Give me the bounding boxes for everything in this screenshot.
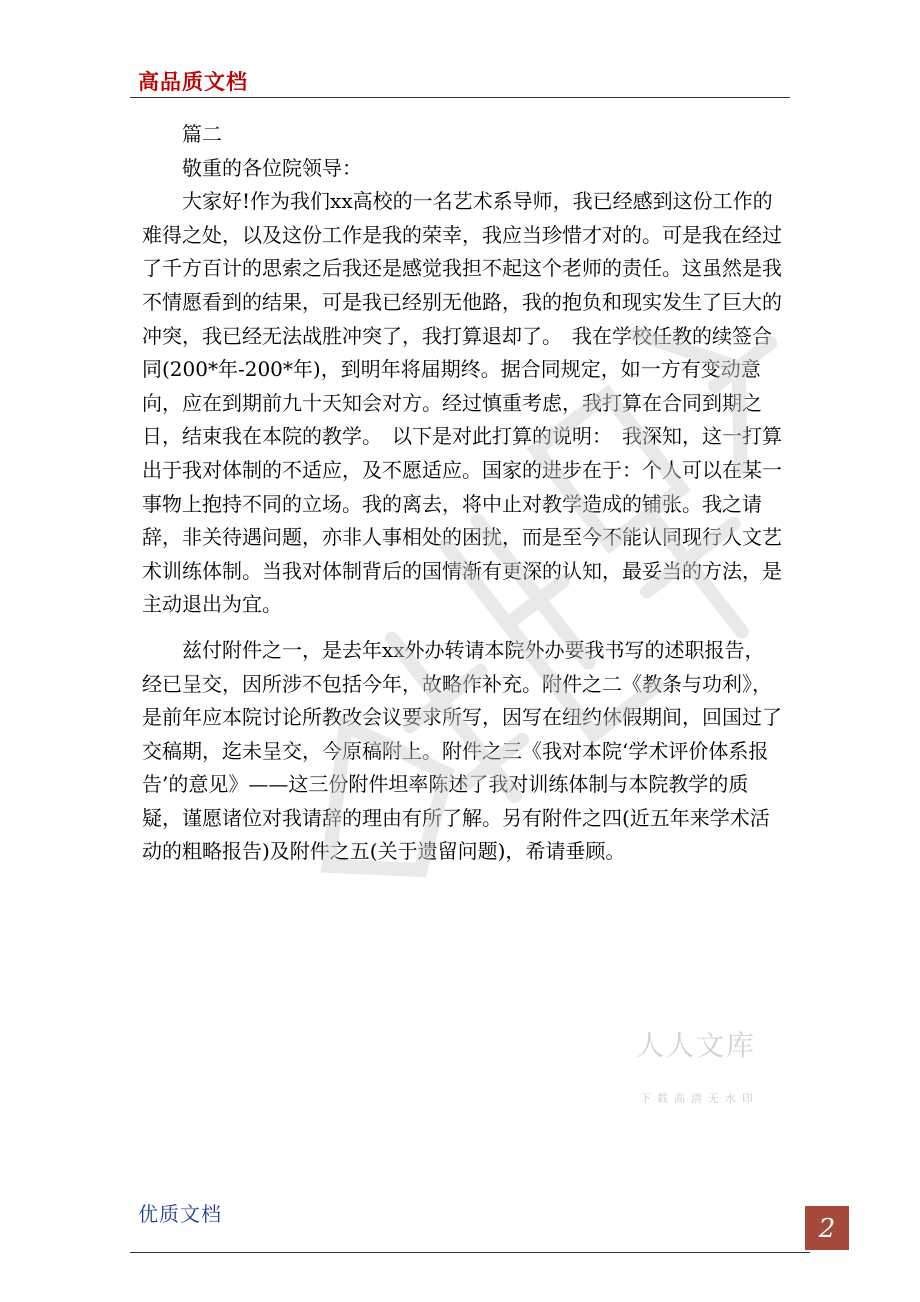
header-title: 高品质文档	[138, 70, 248, 94]
brand-watermark	[636, 1024, 776, 1104]
footer-divider	[130, 1252, 810, 1253]
footer-title: 优质文档	[138, 1202, 222, 1226]
brand-watermark-subtitle: 下载高清无水印	[640, 1092, 759, 1105]
paragraph-1: 大家好!作为我们xx高校的一名艺术系导师，我已经感到这份工作的难得之处，以及这份工作是我的荣幸，我应当珍惜才对的。可是我在经过了千方百计的思索之后我还是感觉我担不起这个老师的责任。这虽然是我不情愿看到的结果，可是我已经别无他路，我的抱负和现实发生了巨大的冲突，我已经无法战胜冲突了，我打算退却了。 我在学校任教的续签合同(200*年-200*年)，到明年将届期终。据合同规定，如一方有变动意向，应在到期前九十天知会对方。经过慎重考虑，我打算在合同到期之日，结束我在本院的教学。 以下是对此打算的说明： 我深知，这一打算出于我对体制的不适应，及不愿适应。国家的进步在于：个人可以在某一事物上抱持不同的立场。我的离去，将中止对教学造成的铺张。我之请辞，非关待遇问题，亦非人事相处的困扰，而是至今不能认同现行人文艺术训练体制。当我对体制背后的国情渐有更深的认知，最妥当的方法，是主动退出为宜。	[142, 189, 782, 617]
page-number-badge	[805, 1206, 849, 1250]
brand-watermark-title: 人人文库	[636, 1029, 757, 1062]
paragraph-2: 兹付附件之一，是去年xx外办转请本院外办要我书写的述职报告，经已呈交，因所涉不包括今年，故略作补充。附件之二《教条与功利》，是前年应本院讨论所教改会议要求所写，因写在纽约休假期间，回国过了交稿期，迄未呈交，今原稿附上。附件之三《我对本院‘学术评价体系报告’的意见》——这三份附件坦率陈述了我对训练体制与本院教学的质疑，谨愿诸位对我请辞的理由有所了解。另有附件之四(近五年来学术活动的粗略报告)及附件之五(关于遗留问题)，希请垂顾。	[142, 637, 782, 864]
page-number: 2	[818, 1214, 836, 1244]
section-label: 篇二	[182, 122, 222, 146]
header-divider	[130, 97, 790, 98]
salutation: 敬重的各位院领导：	[182, 155, 362, 180]
document-body	[142, 118, 782, 869]
